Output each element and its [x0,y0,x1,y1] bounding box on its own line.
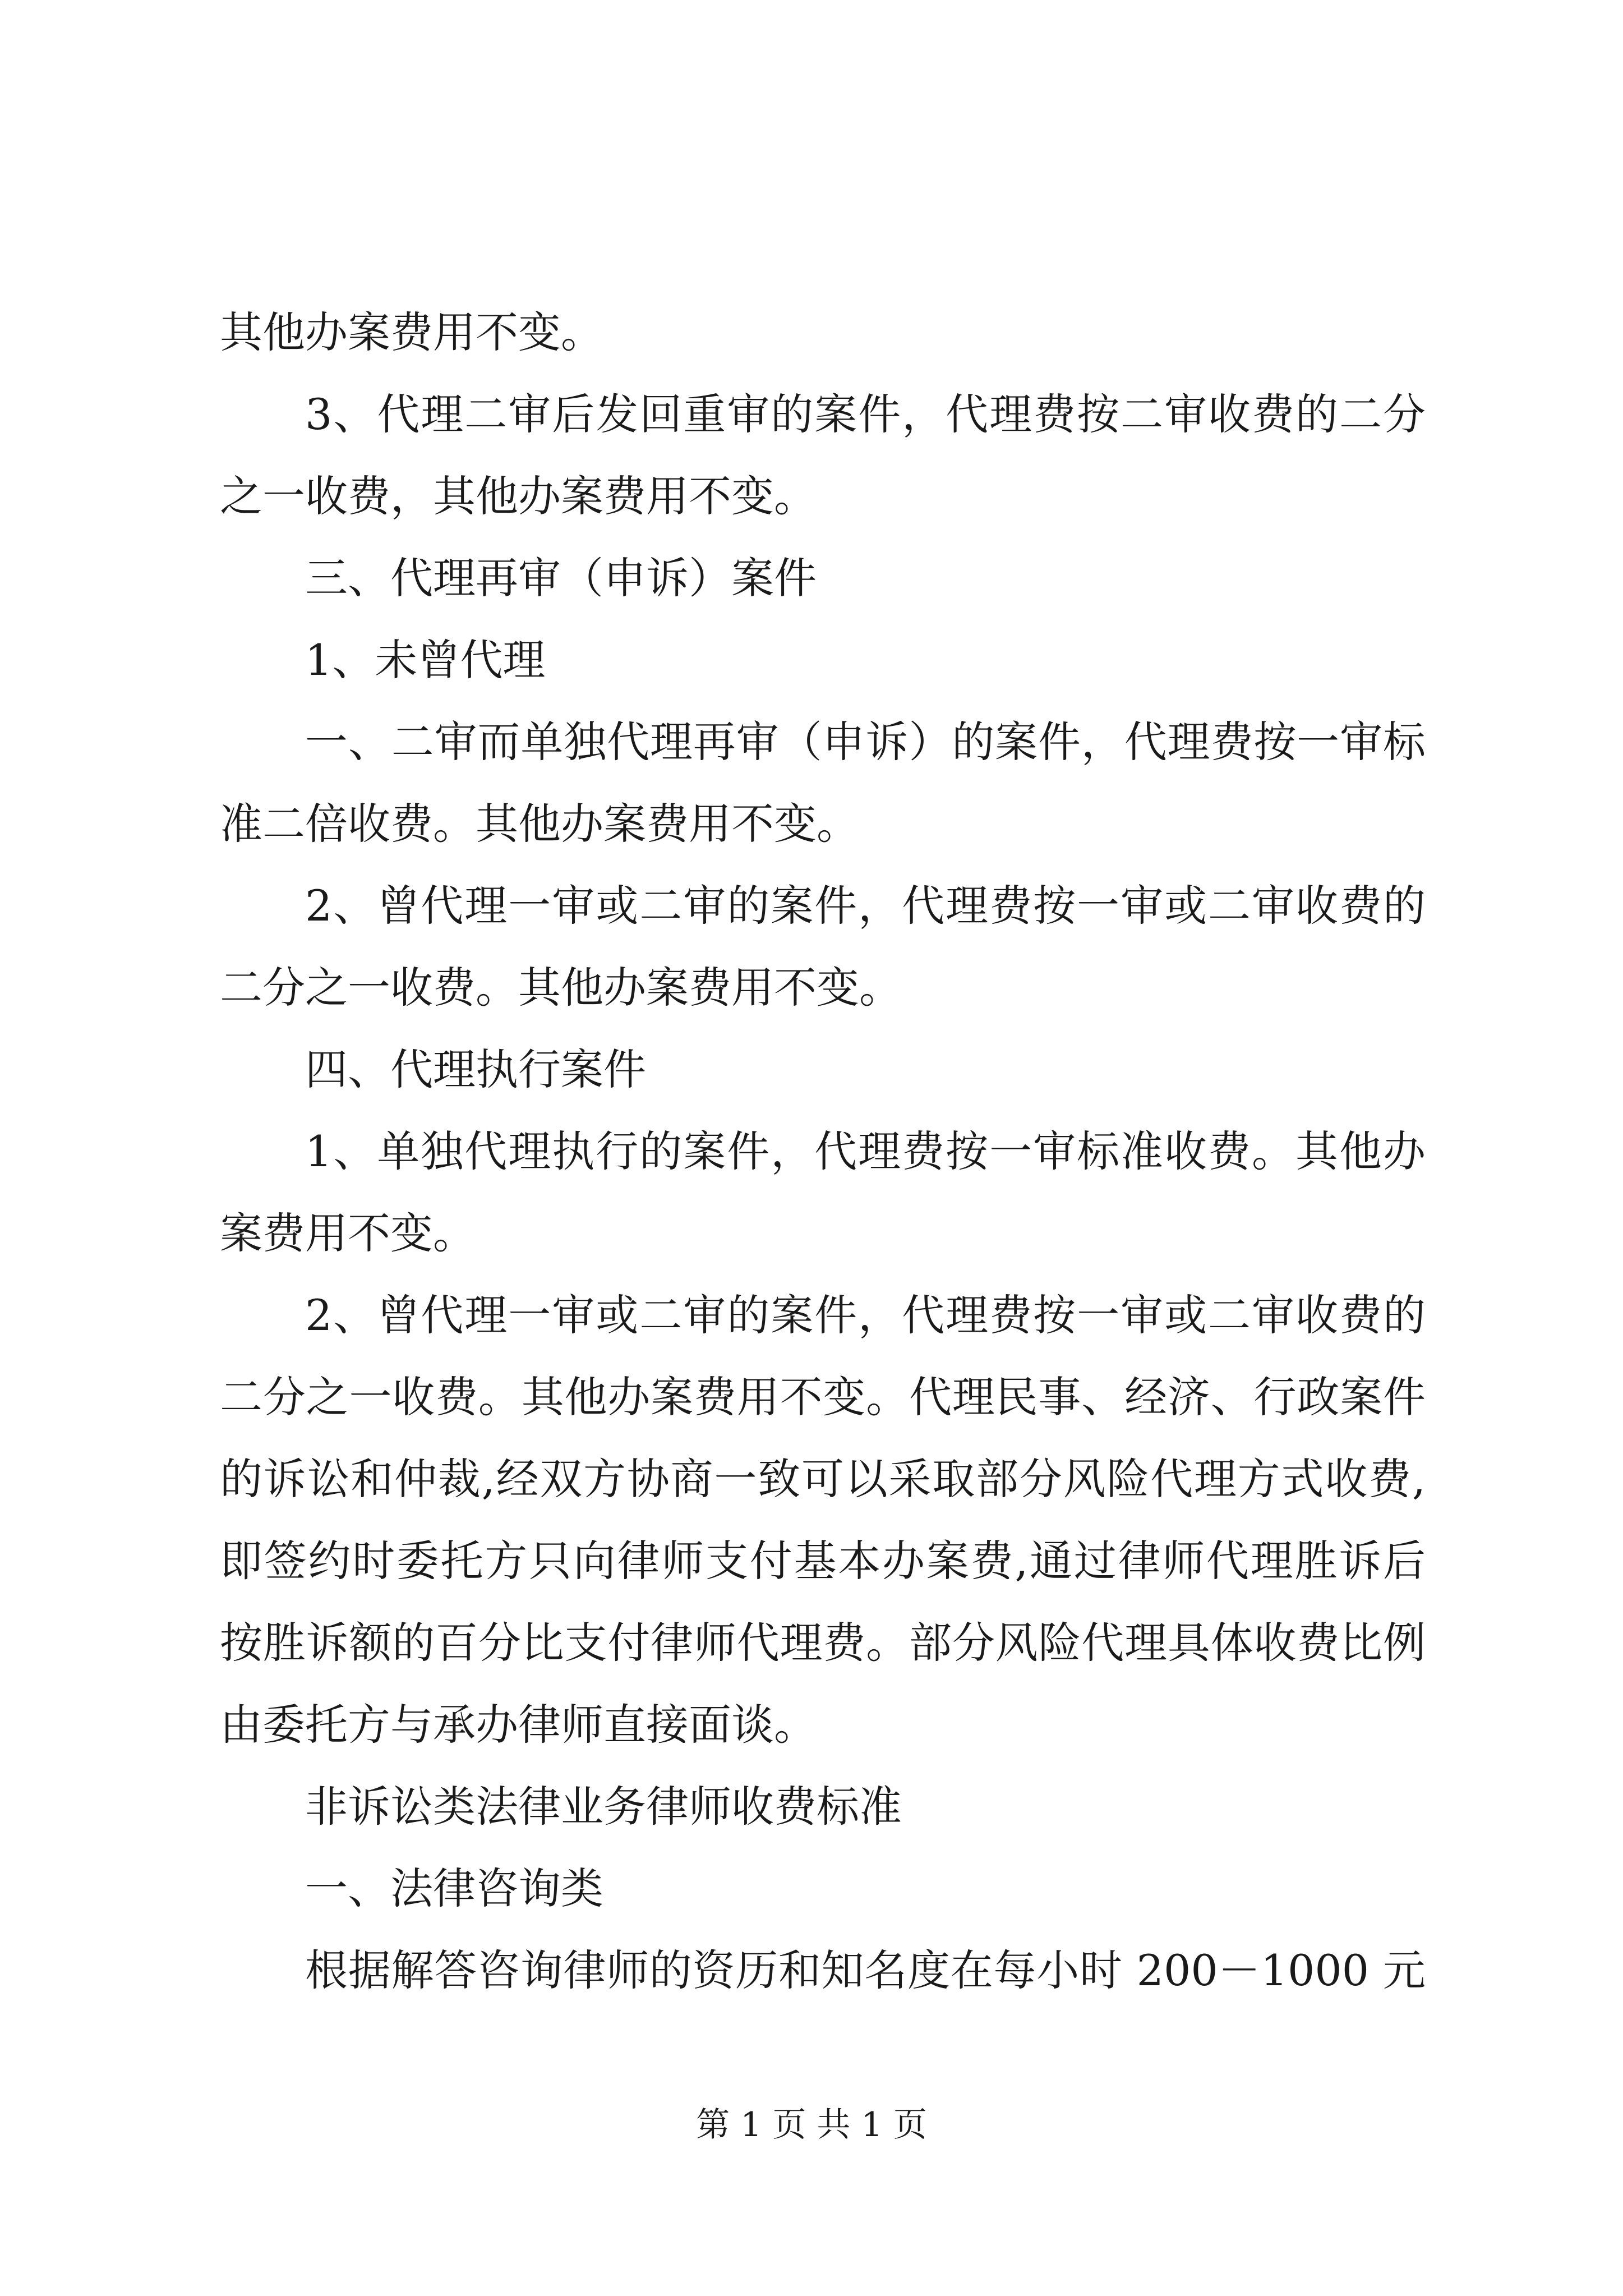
body-line: 2、曾代理一审或二审的案件，代理费按一审或二审收费的 [305,1290,1426,1340]
body-line: 即签约时委托方只向律师支付基本办案费,通过律师代理胜诉后 [220,1536,1426,1586]
section-heading: 三、代理再审（申诉）案件 [305,553,817,603]
subsection-heading: 一、法律咨询类 [305,1864,603,1913]
body-line: 1、单独代理执行的案件，代理费按一审标准收费。其他办 [305,1126,1426,1176]
body-line: 由委托方与承办律师直接面谈。 [220,1700,817,1750]
body-line: 其他办案费用不变。 [220,307,603,357]
body-line: 案费用不变。 [220,1208,476,1258]
body-line: 二分之一收费。其他办案费用不变。 [220,963,902,1013]
document-body [220,292,1426,2012]
subsection-heading: 1、未曾代理 [305,635,546,685]
page-number-footer: 第 1 页 共 1 页 [696,2105,927,2145]
body-line: 二分之一收费。其他办案费用不变。代理民事、经济、行政案件 [220,1372,1426,1422]
body-line: 3、代理二审后发回重审的案件，代理费按二审收费的二分 [305,389,1426,439]
body-line: 2、曾代理一审或二审的案件，代理费按一审或二审收费的 [305,881,1426,931]
body-line: 准二倍收费。其他办案费用不变。 [220,799,859,849]
body-line: 的诉讼和仲裁,经双方协商一致可以采取部分风险代理方式收费, [220,1454,1426,1504]
body-line: 一、二审而单独代理再审（申诉）的案件，代理费按一审标 [305,717,1426,767]
body-line: 按胜诉额的百分比支付律师代理费。部分风险代理具体收费比例 [220,1618,1426,1668]
section-heading: 非诉讼类法律业务律师收费标准 [305,1782,902,1832]
section-heading: 四、代理执行案件 [305,1045,646,1094]
body-line: 根据解答咨询律师的资历和知名度在每小时 200－1000 元 [305,1945,1426,1995]
body-line: 之一收费，其他办案费用不变。 [220,471,817,521]
